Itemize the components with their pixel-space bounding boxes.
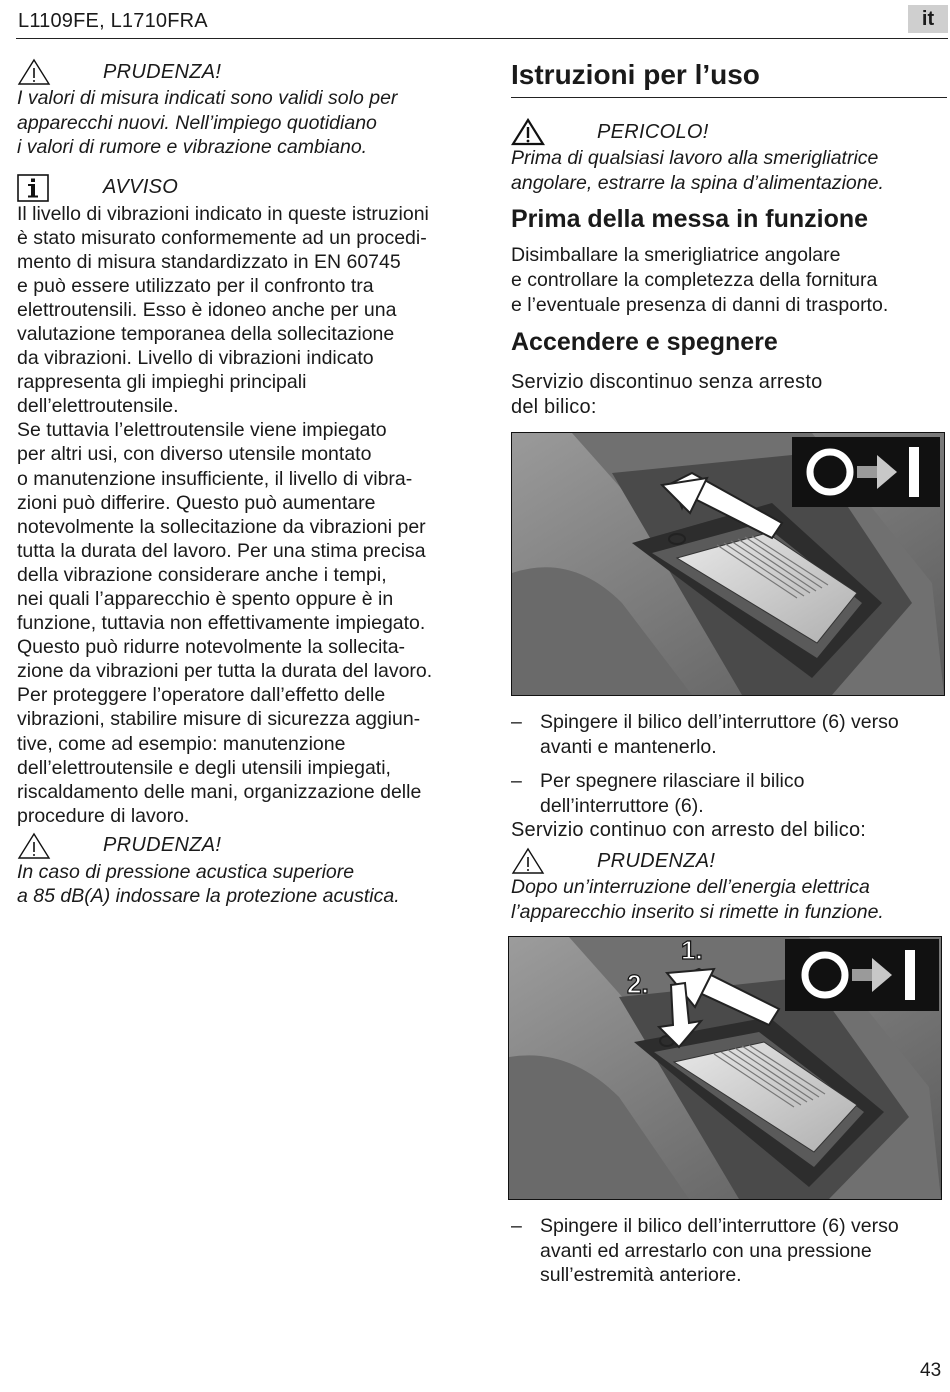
caution-notice-3 [511,847,947,924]
list-item: – Spingere il bilico dell’interruttore (6) verso avanti ed arrestarlo con una pressione sull’estremità anteriore. [511,1214,947,1288]
section-title: Istruzioni per l’uso [511,58,947,98]
header-rule [16,38,948,39]
caution-text: Dopo un’interruzione dell’energia elettrica l’apparecchio inserito si rimette in funzione. [511,876,884,923]
caution-label: PRUDENZA! [597,849,716,872]
caution-title-1 [17,58,457,86]
step-2-label: 2. [627,969,649,999]
before-use-text: Disimballare la smerigliatrice angolare e controllare la completezza della fornitura e l’eventuale presenza di danni di trasporto. [511,244,889,316]
right-column [511,58,947,1288]
caution-text: In caso di pressione acustica superiore a 85 dB(A) indossare la protezione acustica. [17,860,400,908]
caution-text: I valori di misura indicati sono validi solo per apparecchi nuovi. Nell’impiego quotidiano i valori di rumore e vibrazione cambiano. [17,87,398,158]
subheading-continuous: Servizio continuo con arresto del bilico: [511,819,867,841]
caution-title-3 [511,847,947,875]
info-title [17,174,457,202]
step-1-label: 1. [681,937,703,965]
caution-notice-1 [17,58,457,160]
warning-triangle-icon [17,58,51,86]
warning-triangle-icon [511,847,545,875]
danger-label: PERICOLO! [597,120,709,143]
subheading-momentary: Servizio discontinuo senza arresto del bilico: [511,371,823,418]
header-model: L1109FE, L1710FRA [18,10,208,32]
figure-switch-momentary [511,432,945,696]
figure-switch-continuous [508,936,942,1200]
caution-label: PRUDENZA! [103,60,222,83]
info-label: AVVISO [103,176,179,198]
language-badge: it [908,5,948,33]
danger-title [511,118,947,146]
left-column [17,58,457,909]
info-icon [17,174,51,202]
list-item: – Spingere il bilico dell’interruttore (6) verso avanti e mantenerlo. [511,710,947,759]
vibration-info-text: Il livello di vibrazioni indicato in queste istruzioni è stato misurato conformemente ad un procedi- mento di misura standardizzato in EN 60745 e può essere utilizzato per il confronto tra elettroutensili. Esso è idoneo anche per una valutazione temporanea della sollecitazione da vibrazioni. Livello di vibrazioni indicato rappresenta gli impieghi principali dell’elettroutensile. Se tuttavia l’elettroutensile viene impiegato per altri usi, con diverso utensile montato o manutenzione insufficiente, il livello di vibra- zioni può differire. Questo può aumentare notevolmente la sollecitazione da vibrazioni per tutta la durata del lavoro. Per una stima precisa della vibrazione considerare anche i tempi, nei quali l’apparecchio è spento oppure è in funzione, tuttavia non effettivamente impiegato. Questo può ridurre notevolmente la sollecita- zione da vibrazioni per tutta la durata del lavoro. Per proteggere l’operatore dall’effetto delle vibrazioni, stabilire misure di sicurezza aggiun- tive, come ad esempio: manutenzione dell’elettroutensile e degli utensili impiegati, riscaldamento delle mani, organizzazione delle procedure di lavoro. [17,202,433,827]
danger-text: Prima di qualsiasi lavoro alla smerigliatrice angolare, estrarre la spina d’alimentazione. [511,147,884,194]
caution-label: PRUDENZA! [103,834,222,857]
warning-triangle-icon [511,118,545,146]
heading-on-off: Accendere e spegnere [511,328,778,356]
info-notice [17,174,457,828]
momentary-steps [511,710,947,818]
caution-notice-2 [17,832,457,909]
continuous-steps [511,1214,947,1288]
warning-triangle-icon [17,832,51,860]
page-number: 43 [920,1360,942,1381]
heading-before-use: Prima della messa in funzione [511,205,869,233]
list-item: – Per spegnere rilasciare il bilico dell’interruttore (6). [511,769,947,818]
caution-title-2 [17,832,457,860]
danger-notice [511,118,947,195]
